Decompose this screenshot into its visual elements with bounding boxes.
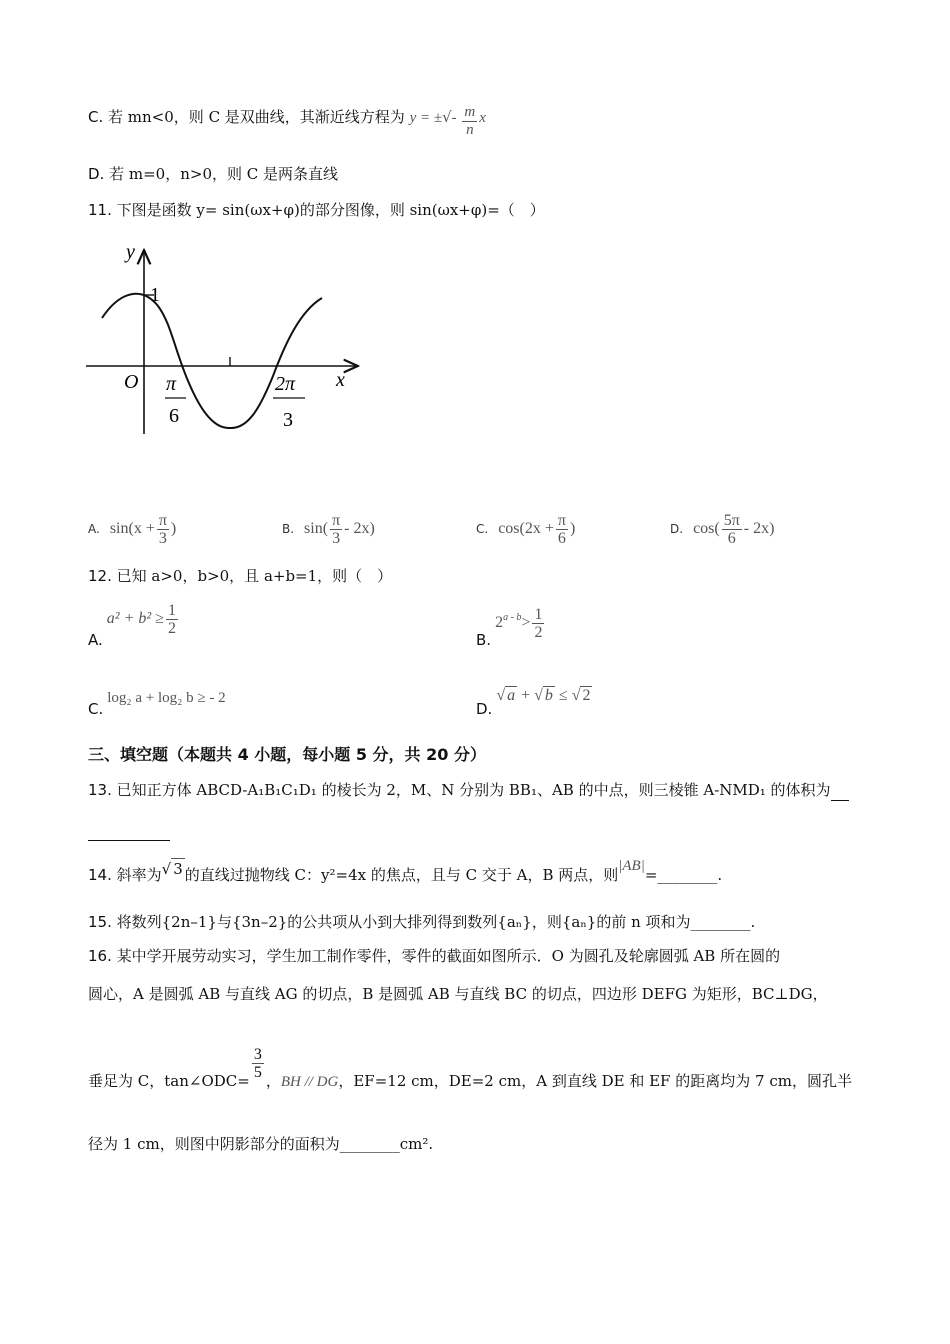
question-number: 11.: [88, 201, 112, 219]
option-expr: log₂ a + log₂ b ≥ - 2: [107, 690, 226, 706]
abs-ab: |AB|: [618, 858, 645, 874]
option-fraction: $\frac{5\pi}{6}$: [723, 512, 740, 547]
tick-2pi3-den: 3: [283, 409, 293, 431]
q10-option-c: [88, 104, 486, 139]
parallel-expr: BH // DG: [280, 1073, 339, 1090]
power-base: 2: [495, 614, 504, 632]
option-label: D.: [476, 700, 493, 718]
option-fraction: $\frac{1}{2}$: [534, 606, 543, 641]
asymptote-fraction: $\frac{m}{n}$: [464, 104, 476, 138]
question-text: 已知正方体 ABCD-A₁B₁C₁D₁ 的棱长为 2，M、N 分别为 BB₁、AB 的中点，则三棱锥 A-NMD₁ 的体积为: [116, 781, 831, 799]
sqrt-2: √ 2: [571, 687, 591, 704]
option-label: C.: [476, 522, 489, 537]
q16-line4: 径为 1 cm，则图中阴影部分的面积为________cm².: [88, 1135, 434, 1153]
tick-2pi3-num: 2π: [275, 373, 296, 395]
answer-blank: [88, 820, 170, 841]
question-text: 已知 a>0，b>0，且 a+b=1，则（ ）: [116, 567, 393, 585]
q11-stem: [88, 200, 545, 220]
option-label: B.: [476, 631, 492, 650]
option-pre: cos(: [693, 520, 720, 538]
option-fraction: $\frac{\pi}{6}$: [557, 512, 566, 547]
q15-stem: [88, 912, 755, 932]
q11-option-b[interactable]: [282, 512, 375, 547]
asymptote-lhs: y = ±: [409, 110, 443, 126]
option-fraction: $\frac{1}{2}$: [167, 602, 176, 637]
option-pre: sin(: [304, 520, 329, 538]
question-number: 15.: [88, 913, 112, 931]
question-text: 的直线过抛物线 C：y²=4x 的焦点，且与 C 交于 A，B 两点，则: [184, 866, 619, 884]
q13-stem: [88, 780, 849, 801]
q10-option-d: [88, 164, 338, 184]
option-pre: sin(x +: [109, 520, 155, 538]
y-axis-label: y: [126, 241, 135, 263]
question-text: ，EF=12 cm，DE=2 cm，A 到直线 DE 和 EF 的距离均为 7 cm，圆孔半: [338, 1071, 852, 1090]
option-relation: >: [521, 614, 531, 632]
option-label: A.: [88, 522, 100, 537]
question-number: 14.: [88, 866, 112, 884]
q13-answer-line: [88, 820, 170, 841]
option-fraction: $\frac{\pi}{3}$: [332, 512, 341, 547]
question-text: 下图是函数 y= sin(ωx+φ)的部分图像，则 sin(ωx+φ)=（ ）: [116, 201, 545, 219]
option-relation: ≤: [558, 687, 568, 704]
option-expr: a² + b² ≥: [106, 610, 164, 628]
one-label: 1: [150, 284, 160, 306]
sine-curve: [102, 294, 322, 428]
q10-option-d-text: 若 m=0，n>0，则 C 是两条直线: [109, 165, 338, 183]
question-number: 13.: [88, 781, 112, 799]
q12-option-b[interactable]: [476, 606, 546, 650]
question-text: 某中学开展劳动实习，学生加工制作零件，零件的截面如图所示．O 为圆孔及轮廓圆弧 AB 所在圆的: [116, 947, 781, 965]
question-number: 12.: [88, 567, 112, 585]
option-label: C.: [88, 700, 104, 718]
option-label: D.: [670, 522, 684, 537]
question-text: 垂足为 C，tan∠ODC=: [88, 1071, 250, 1090]
answer-blank: [831, 780, 849, 801]
x-axis-label: x: [336, 369, 345, 391]
option-label: B.: [282, 522, 295, 537]
tick-pi6-den: 6: [169, 405, 179, 427]
option-label: D.: [88, 165, 105, 183]
q11-option-a[interactable]: [88, 512, 176, 547]
question-number: 16.: [88, 947, 112, 965]
power-exponent: a - b: [503, 612, 522, 624]
tick-pi6-num: π: [166, 373, 177, 395]
sqrt-b: √ b: [534, 687, 553, 704]
asymptote-x: x: [479, 110, 486, 126]
tan-fraction: $\frac{3}{5}$: [253, 1046, 262, 1081]
option-fraction: $\frac{\pi}{3}$: [158, 512, 167, 547]
option-post: - 2x): [344, 520, 375, 538]
q16-line2: 圆心，A 是圆弧 AB 与直线 AG 的切点，B 是圆弧 AB 与直线 BC 的切点，四边形 DEFG 为矩形，BC⊥DG，: [88, 985, 828, 1003]
question-text: =________.: [644, 866, 723, 884]
option-label: C.: [88, 108, 104, 126]
question-text: 斜率为: [116, 866, 162, 884]
q11-option-d[interactable]: [670, 512, 774, 547]
sqrt-sign: √: [442, 108, 452, 126]
q10-option-c-text: 若 mn<0，则 C 是双曲线，其渐近线方程为: [108, 108, 405, 126]
option-label: A.: [88, 631, 103, 650]
q12-option-a[interactable]: [88, 602, 180, 650]
q12-stem: [88, 566, 392, 586]
q16-stem: [88, 946, 780, 966]
minus-sign: -: [451, 110, 461, 126]
q14-stem: [88, 858, 723, 886]
option-post: - 2x): [743, 520, 775, 538]
q11-option-c[interactable]: [476, 512, 575, 547]
sine-graph: [80, 236, 370, 446]
question-text: 将数列{2n–1}与{3n–2}的公共项从小到大排列得到数列{aₙ}，则{aₙ}的前 n 项和为________.: [116, 913, 756, 931]
sqrt-a: √ a: [496, 687, 516, 704]
q12-option-d[interactable]: D. √ a + √ b ≤ √ 2: [476, 687, 591, 718]
question-text: ，: [265, 1071, 281, 1090]
option-post: ): [170, 520, 177, 538]
option-post: ): [569, 520, 576, 538]
q12-option-c[interactable]: [88, 688, 226, 718]
origin-label: O: [124, 371, 139, 393]
q16-line3: [88, 1046, 852, 1090]
option-pre: cos(2x +: [498, 520, 554, 538]
section-title: 三、填空题（本题共 4 小题，每小题 5 分，共 20 分）: [88, 745, 486, 764]
sqrt-3: √ 3: [161, 860, 183, 878]
